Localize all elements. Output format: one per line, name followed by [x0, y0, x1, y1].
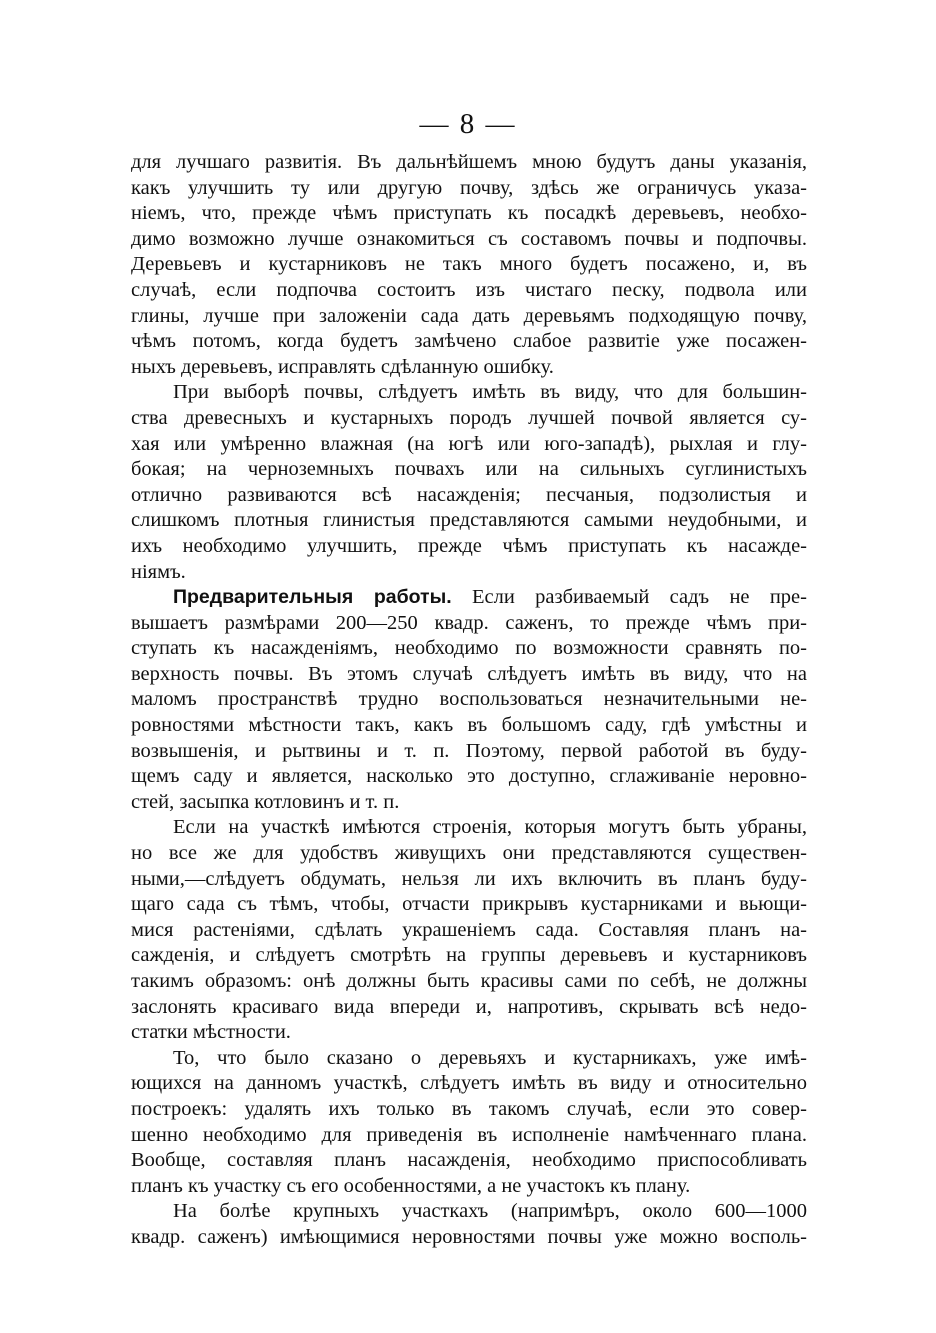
text-line [131, 713, 807, 739]
line-text: для лучшаго развитія. Въ дальнѣйшемъ мною будутъ даны указанія, [131, 151, 807, 173]
text-line [131, 764, 807, 790]
page-number: — 8 — [419, 108, 517, 140]
line-text: планъ къ участку съ его особенностями, а не участокъ къ плану. [131, 1174, 691, 1197]
text-line [131, 355, 807, 381]
text-line [131, 304, 807, 330]
line-text: мися растеніями, сдѣлать украшеніемъ сада. Составляя планъ на- [131, 918, 807, 941]
line-text: Если разбиваемый садъ не пре- [451, 586, 807, 609]
line-text: хая или умѣренно влажная (на югѣ или юго-западѣ), рыхлая и глу- [131, 432, 807, 455]
line-text: ющихся на данномъ участкѣ, слѣдуетъ имѣть въ виду и относительно [131, 1072, 807, 1095]
line-text: шенно необходимо для приведенія въ исполненіе намѣченнаго плана. [131, 1123, 807, 1146]
line-text: ныхъ деревьевъ, исправлять сдѣланную ошибку. [131, 355, 554, 378]
line-text: ступать къ насажденіямъ, необходимо по возможности сравнять по- [131, 637, 807, 660]
text-line [131, 790, 807, 816]
text-line [131, 560, 807, 586]
line-text: Деревьевъ и кустарниковъ не такъ много будетъ посажено, и, въ [131, 253, 807, 276]
line-text: случаѣ, если подпочва состоитъ изъ чистаго песку, подвола или [131, 278, 807, 301]
text-line [131, 1225, 807, 1251]
text-line [131, 176, 807, 202]
section-heading: Предварительныя работы. [173, 586, 452, 609]
line-text: квадр. саженъ) имѣющимися неровностями почвы уже можно восполь- [131, 1225, 807, 1248]
line-text: сажденія, и слѣдуетъ смотрѣть на группы деревьевъ и кустарниковъ [131, 944, 807, 967]
line-text: ніемъ, что, прежде чѣмъ приступать къ посадкѣ деревьевъ, необхо- [131, 202, 807, 225]
line-text: стей, засыпка котловинъ и т. п. [131, 790, 400, 813]
line-text: ніямъ. [131, 560, 186, 583]
text-line [131, 662, 807, 688]
text-line [131, 1123, 807, 1149]
text-line [131, 841, 807, 867]
line-text: чѣмъ потомъ, когда будетъ замѣчено слабое развитіе уже посажен- [131, 330, 807, 353]
line-text: глины, лучше при заложеніи сада дать деревьямъ подходящую почву, [131, 304, 807, 327]
line-text: статки мѣстности. [131, 1021, 291, 1044]
text-line [131, 457, 807, 483]
text-line [131, 1199, 807, 1225]
text-line [131, 1148, 807, 1174]
text-line [131, 406, 807, 432]
text-line [131, 329, 807, 355]
line-text: щемъ саду и является, насколько это доступно, сглаживаніе неровно- [131, 765, 807, 788]
text-line [131, 867, 807, 893]
text-line [131, 611, 807, 637]
line-text: При выборѣ почвы, слѣдуетъ имѣть въ виду, что для большин- [173, 381, 807, 404]
text-line [131, 1046, 807, 1072]
line-text: маломъ пространствѣ трудно воспользоваться незначительными не- [131, 688, 807, 711]
text-line [131, 892, 807, 918]
text-line [131, 918, 807, 944]
line-text: какъ улучшить ту или другую почву, здѣсь же ограничусь указа- [131, 176, 807, 199]
text-line [131, 815, 807, 841]
text-line [131, 483, 807, 509]
text-line [131, 969, 807, 995]
line-text: Если на участкѣ имѣются строенія, которыя могутъ быть убраны, [173, 816, 807, 839]
text-line [131, 534, 807, 560]
text-line [131, 585, 807, 611]
line-text: На болѣе крупныхъ участкахъ (напримѣръ, около 600—1000 [173, 1200, 807, 1223]
line-text: слишкомъ плотныя глинистыя представляются самыми неудобными, и [131, 509, 807, 532]
text-line [131, 636, 807, 662]
line-text: Вообще, составляя планъ насажденія, необходимо приспособливать [131, 1149, 807, 1172]
text-line [131, 739, 807, 765]
line-text: возвышенія, и рытвины и т. п. Поэтому, первой работой въ буду- [131, 739, 807, 762]
text-line [131, 1071, 807, 1097]
text-line [131, 380, 807, 406]
text-line [131, 150, 807, 176]
text-line [131, 1174, 807, 1200]
line-text: щаго сада съ тѣмъ, чтобы, отчасти прикрывъ кустарниками и вьющи- [131, 893, 807, 916]
text-line [131, 995, 807, 1021]
text-line [131, 278, 807, 304]
text-line [131, 201, 807, 227]
text-line [131, 1020, 807, 1046]
line-text: То, что было сказано о деревьяхъ и кустарникахъ, уже имѣ- [173, 1046, 807, 1069]
line-text: ства древесныхъ и кустарныхъ породъ лучшей почвой является су- [131, 406, 807, 429]
line-text: верхность почвы. Въ этомъ случаѣ слѣдуетъ имѣть въ виду, что на [131, 662, 807, 685]
text-line [131, 687, 807, 713]
line-text: но все же для удобствъ живущихъ они представляются существен- [131, 842, 807, 865]
text-line [131, 252, 807, 278]
line-text: ровностями мѣстности такъ, какъ въ большомъ саду, гдѣ умѣстны и [131, 714, 807, 737]
text-line [131, 943, 807, 969]
text-line [131, 432, 807, 458]
line-text: построекъ: удалять ихъ только въ такомъ случаѣ, если это совер- [131, 1097, 807, 1120]
line-text: ихъ необходимо улучшить, прежде чѣмъ приступать къ насажде- [131, 534, 807, 557]
line-text: бокая; на черноземныхъ почвахъ или на сильныхъ суглинистыхъ [131, 458, 807, 481]
text-line [131, 227, 807, 253]
body-text [131, 150, 807, 1251]
line-text: отлично развиваются всѣ насажденія; песчаныя, подзолистыя и [131, 483, 807, 506]
line-text: ными,—слѣдуетъ обдумать, нельзя ли ихъ включить въ планъ буду- [131, 867, 807, 890]
line-text: димо возможно лучше ознакомиться съ составомъ почвы и подпочвы. [131, 227, 807, 250]
line-text: заслонять красиваго вида впереди и, напротивъ, скрывать всѣ недо- [131, 995, 807, 1018]
text-line [131, 508, 807, 534]
line-text: вышаетъ размѣрами 200—250 квадр. саженъ, то прежде чѣмъ при- [131, 611, 807, 634]
line-text: такимъ образомъ: онѣ должны быть красивы сами по себѣ, не должны [131, 970, 807, 992]
text-line [131, 1097, 807, 1123]
